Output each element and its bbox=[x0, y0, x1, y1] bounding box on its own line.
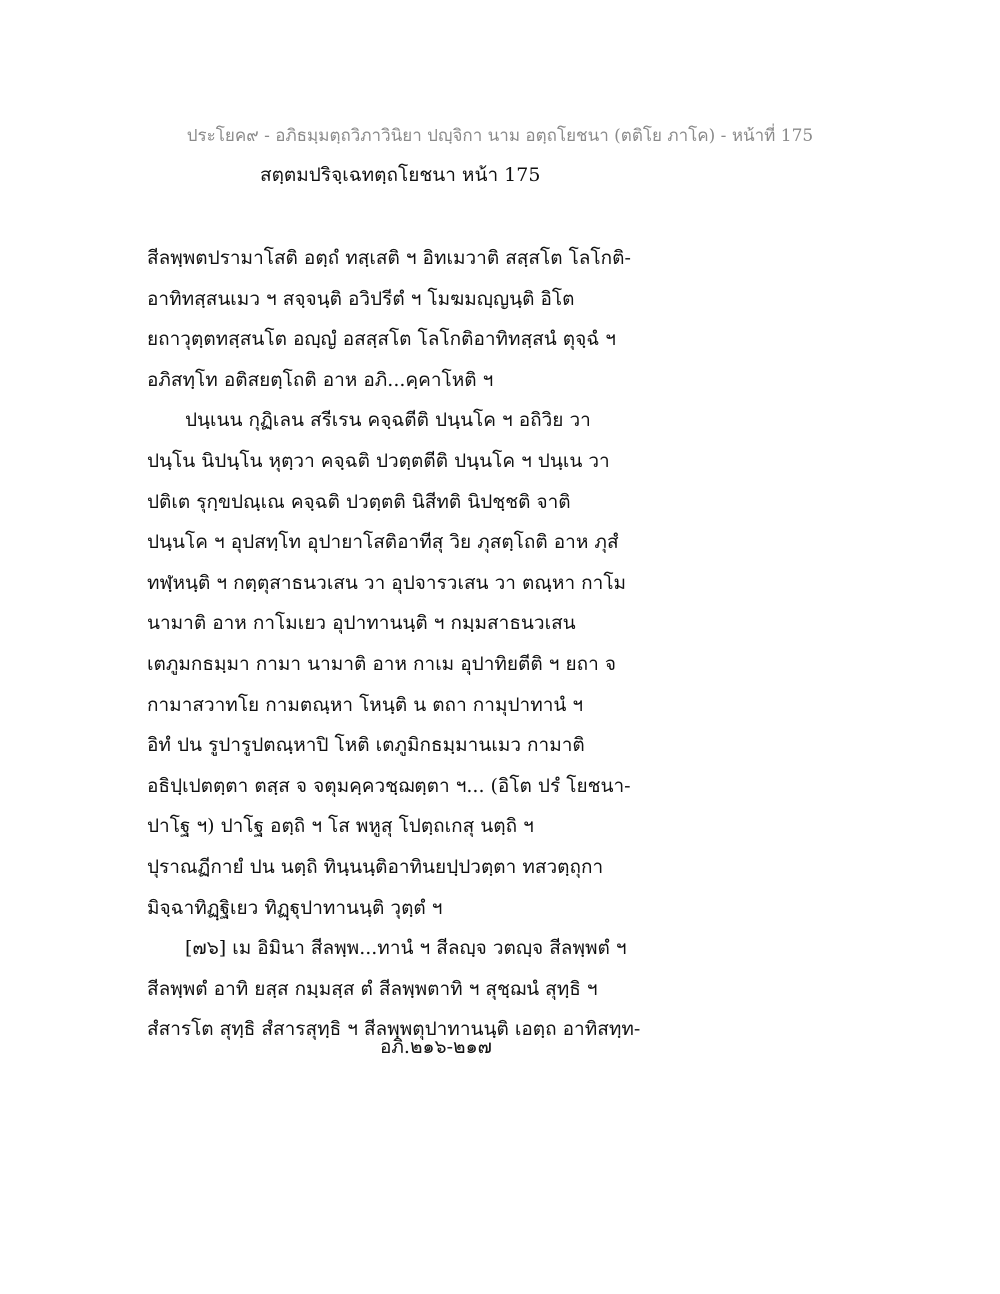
text-line: อภิสทฺโท อติสยตฺโถติ อาห อภิ...คฺคาโหติ ฯ bbox=[147, 368, 494, 391]
text-line: ทฬฺหนฺติ ฯ กตฺตุสาธนวเสน วา อุปจารวเสน วา ตณฺหา กาโม bbox=[147, 571, 627, 594]
text-line: ปติเต รุกฺขปณฺเณ คจฺฉติ ปวตฺตติ นิสีทติ นิปชฺชติ จาติ bbox=[147, 490, 571, 513]
text-line: ปนฺโน นิปนฺโน หุตฺวา คจฺฉติ ปวตฺตตีติ ปนฺนโค ฯ ปนฺเน วา bbox=[147, 449, 610, 472]
text-line: อิทํ ปน รูปารูปตณฺหาปิ โหติ เตภูมิกธมฺมานเมว กามาติ bbox=[147, 734, 585, 757]
text-line: สีลพฺพตปรามาโสติ อตฺถํ ทสฺเสติ ฯ อิทเมวาติ สสฺสโต โลโกติ- bbox=[147, 247, 631, 269]
text-line: ยถาวุตฺตทสฺสนโต อญฺญํ อสสฺสโต โลโกติอาทิทสฺสนํ ตุจฺฉํ ฯ bbox=[147, 328, 616, 351]
text-line: กามาสวาทโย กามตณฺหา โหนฺติ น ตถา กามุปาทานํ ฯ bbox=[147, 693, 584, 716]
text-line: นามาติ อาห กาโมเยว อุปาทานนฺติ ฯ กมฺมสาธนวเสน bbox=[147, 612, 576, 635]
text-line: สํสารโต สุทฺธิ สํสารสุทฺธิ ฯ สีลพฺพตุปาทานนฺติ เอตฺถ อาทิสทฺท- bbox=[147, 1018, 641, 1041]
page-heading: สตฺตมปริจฺเฉทตฺถโยชนา หน้า 175 bbox=[260, 164, 541, 186]
text-line: ปุราณฏีกายํ ปน นตฺถิ ทินฺนนฺติอาทินยปฺปวตฺตา ทสวตฺถุกา bbox=[147, 855, 604, 878]
text-line: อธิปฺเปตตฺตา ตสฺส จ จตุมคฺควชฺฌตฺตา ฯ... (อิโต ปรํ โยชนา- bbox=[147, 774, 631, 797]
paragraph-first-line: ปนฺเนน กุฏิเลน สรีเรน คจฺฉตีติ ปนฺนโค ฯ อถิวิย วา bbox=[185, 409, 591, 432]
text-line: เตภูมกธมฺมา กามา นามาติ อาห กาเม อุปาทิยตีติ ฯ ยถา จ bbox=[147, 652, 616, 675]
text-line: สีลพฺพตํ อาทิ ยสฺส กมฺมสฺส ตํ สีลพฺพตาทิ ฯ สุชฺฌนํ สุทฺธิ ฯ bbox=[147, 977, 598, 1000]
text-line: มิจฺฉาทิฏฺฐิเยว ทิฏฺฐุปาทานนฺติ วุตฺตํ ฯ bbox=[147, 896, 443, 919]
text-line: อาทิทสฺสนเมว ฯ สจฺจนฺติ อวิปรีตํ ฯ โมฆมญฺญนฺติ อิโต bbox=[147, 287, 575, 310]
body-text bbox=[147, 238, 707, 1050]
paragraph-first-line: [๗๖] เม อิมินา สีลพฺพ...ทานํ ฯ สีลญฺจ วตญฺจ สีลพฺพตํ ฯ bbox=[185, 937, 627, 960]
running-header: ประโยค๙ - อภิธมฺมตฺถวิภาวินิยา ปญฺจิกา นาม อตฺถโยชนา (ตติโย ภาโค) - หน้าที่ 175 bbox=[186, 126, 814, 146]
page-reference: อภิ.๒๑๖-๒๑๗ bbox=[380, 1036, 492, 1058]
text-line: ปาโฐ ฯ) ปาโฐ อตฺถิ ฯ โส พหูสุ โปตฺถเกสุ นตฺถิ ฯ bbox=[147, 815, 534, 838]
text-line: ปนฺนโค ฯ อุปสทฺโท อุปายาโสติอาทีสุ วิย ภุสตฺโถติ อาห ภุสํ bbox=[147, 531, 619, 554]
